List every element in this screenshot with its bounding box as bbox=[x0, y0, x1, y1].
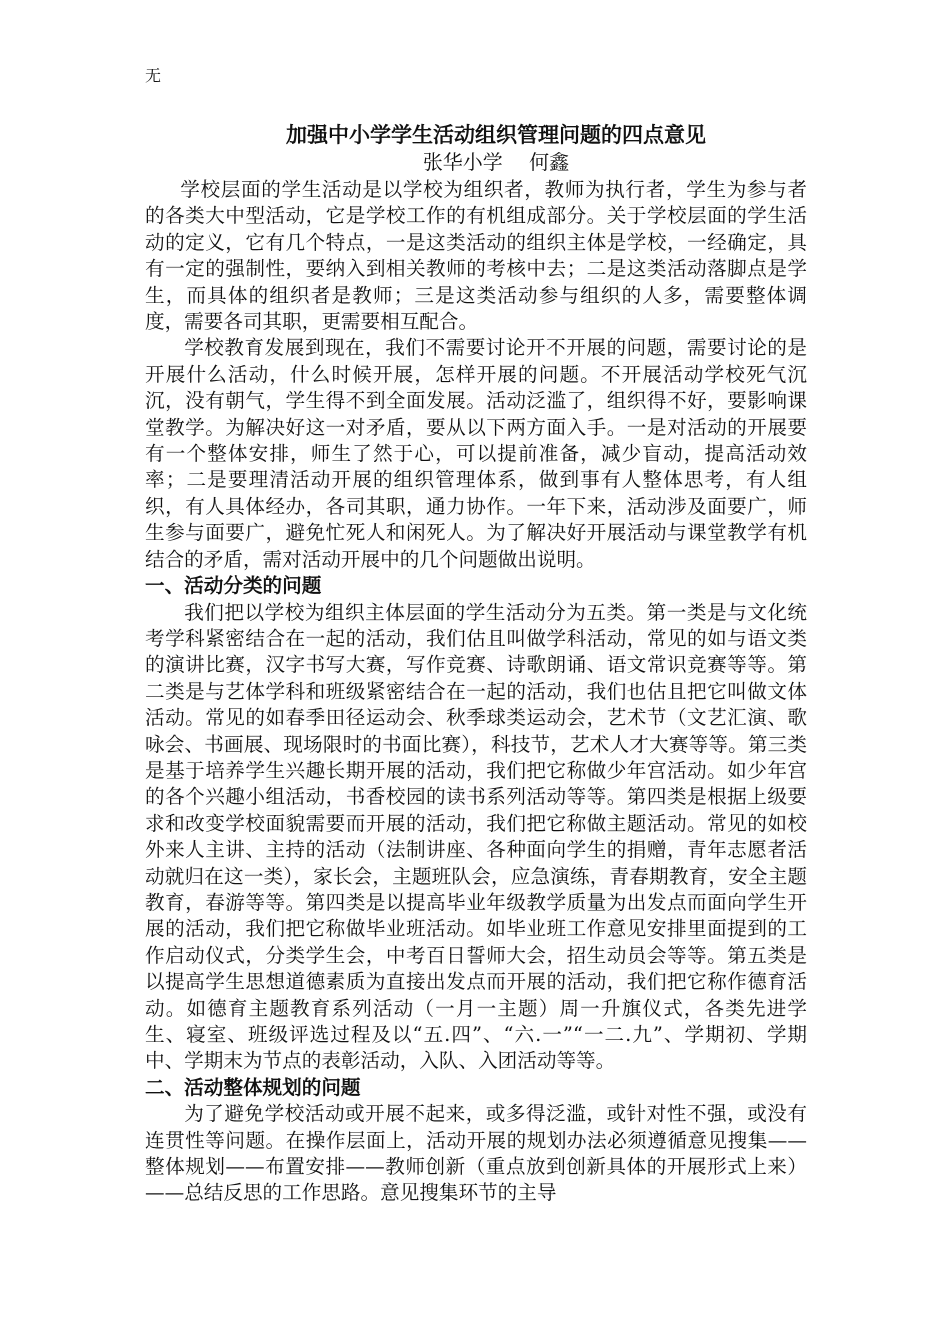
author-byline: 张华小学 何鑫 bbox=[422, 150, 570, 174]
paragraph-planning: 为了避免学校活动或开展不起来，或多得泛滥，或针对性不强，或没有连贯性等问题。在操作层面上，活动开展的规划办法必须遵循意见搜集——整体规划——布置安排——教师创新（重点放到创新具体的开展形式上来）——总结反思的工作思路。意见搜集环节的主导 bbox=[145, 1102, 807, 1205]
paragraph-intro-definition: 学校层面的学生活动是以学校为组织者，教师为执行者，学生为参与者的各类大中型活动，它是学校工作的有机组成部分。关于学校层面的学生活动的定义，它有几个特点，一是这类活动的组织主体是学校，一经确定，具有一定的强制性，要纳入到相关教师的考核中去；二是这类活动落脚点是学生，而具体的组织者是教师；三是这类活动参与组织的人多，需要整体调度，需要各司其职，更需要相互配合。 bbox=[145, 178, 807, 334]
header-mark: 无 bbox=[145, 66, 162, 85]
document-title: 加强中小学学生活动组织管理问题的四点意见 bbox=[286, 122, 706, 147]
paragraph-intro-approach: 学校教育发展到现在，我们不需要讨论开不开展的问题，需要讨论的是开展什么活动，什么时候开展，怎样开展的问题。不开展活动学校死气沉沉，没有朝气，学生得不到全面发展。活动泛滥了，组织得不好，要影响课堂教学。为解决好这一对矛盾，要从以下两方面入手。一是对活动的开展要有一个整体安排，师生了然于心，可以提前准备，减少盲动，提高活动效率；二是要理清活动开展的组织管理体系，做到事有人整体思考，有人组织，有人具体经办，各司其职，通力协作。一年下来，活动涉及面要广，师生参与面要广，避免忙死人和闲死人。为了解决好开展活动与课堂教学有机结合的矛盾，需对活动开展中的几个问题做出说明。 bbox=[145, 336, 807, 571]
document-body bbox=[145, 121, 807, 1207]
paragraph-classification: 我们把以学校为组织主体层面的学生活动分为五类。第一类是与文化统考学科紧密结合在一起的活动，我们估且叫做学科活动，常见的如与语文类的演讲比赛，汉字书写大赛，写作竞赛、诗歌朗诵、语文常识竞赛等等。第二类是与艺体学科和班级紧密结合在一起的活动，我们也估且把它叫做文体活动。常见的如春季田径运动会、秋季球类运动会，艺术节（文艺汇演、歌咏会、书画展、现场限时的书面比赛），科技节，艺术人才大赛等等。第三类是基于培养学生兴趣长期开展的活动，我们把它称做少年宫活动。如少年宫的各个兴趣小组活动，书香校园的读书系列活动等等。第四类是根据上级要求和改变学校面貌需要而开展的活动，我们把它称做主题活动。常见的如校外来人主讲、主持的活动（法制讲座、各种面向学生的捐赠，青年志愿者活动就归在这一类），家长会，主题班队会，应急演练，青春期教育，安全主题教育，春游等等。第四类是以提高毕业年级教学质量为出发点而面向学生开展的活动，我们把它称做毕业班活动。如毕业班工作意见安排里面提到的工作启动仪式，分类学生会，中考百日誓师大会，招生动员会等等。第五类是以提高学生思想道德素质为直接出发点而开展的活动，我们把它称作德育活动。如德育主题教育系列活动（一月一主题）周一升旗仪式，各类先进学生、寝室、班级评选过程及以“五.四”、“六.一”“一二.九”、学期初、学期中、学期末为节点的表彰活动，入队、入团活动等等。 bbox=[145, 600, 807, 1073]
section-heading-planning: 二、活动整体规划的问题 bbox=[145, 1075, 361, 1099]
section-heading-classification: 一、活动分类的问题 bbox=[145, 574, 322, 598]
